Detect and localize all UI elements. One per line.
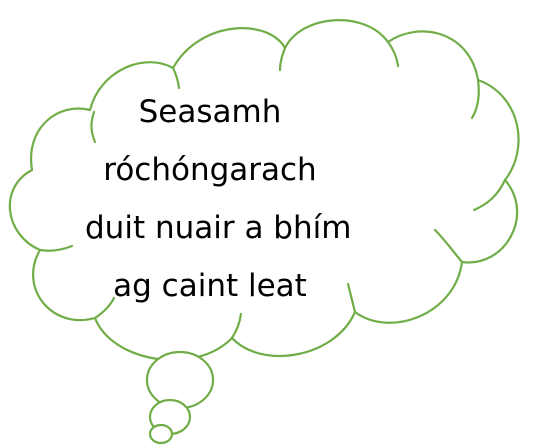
thought-text-line: duit nuair a bhím xyxy=(85,210,352,246)
thought-text-line: róchóngarach xyxy=(103,152,317,188)
thought-bubble-large xyxy=(147,352,213,408)
cloud-outline xyxy=(10,20,519,360)
thought-text-line: Seasamh xyxy=(138,94,282,130)
thought-bubble-small xyxy=(150,425,172,443)
thought-text-line: ag caint leat xyxy=(113,268,307,304)
